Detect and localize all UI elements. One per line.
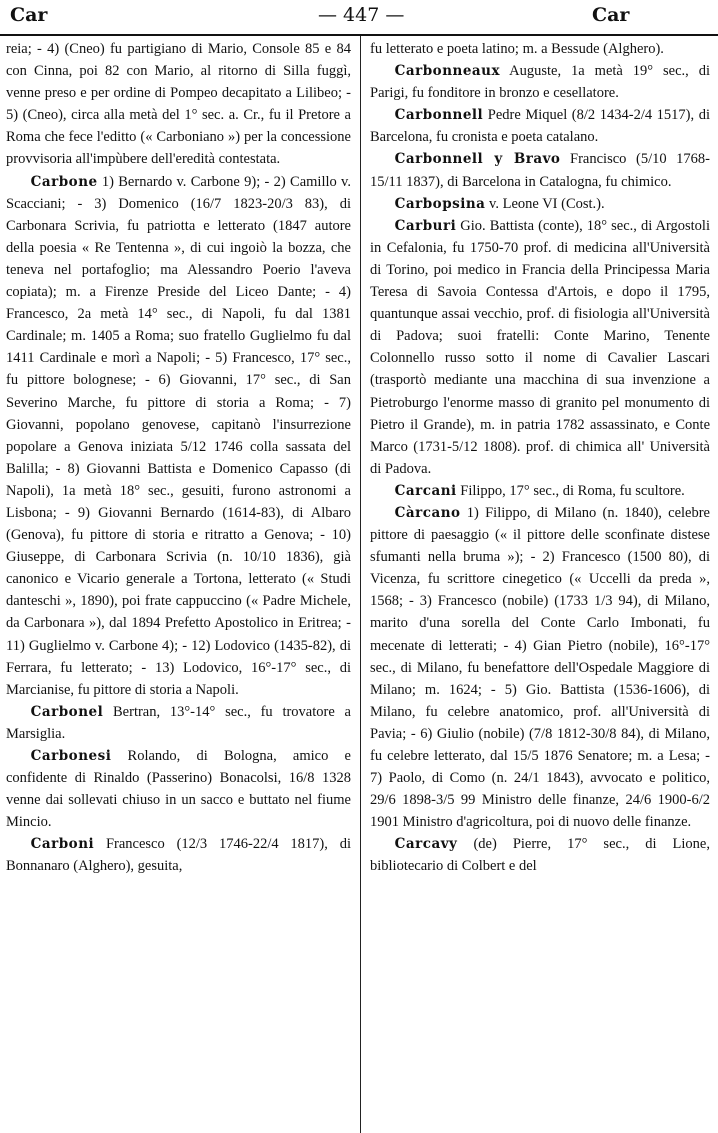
entry-continuation <box>370 38 710 60</box>
entry-carbonel <box>6 701 351 745</box>
entry-body: Auguste, 1a metà 19° sec., di Parigi, fu fonditore in bronzo e cesellatore. <box>370 63 710 102</box>
entry-body: Gio. Battista (conte), 18° sec., di Argostoli in Cefalonia, fu 1750-70 prof. di medicina all'Università di Torino, poi medico in Francia della Principessa Maria Teresa di Savoia Contessa d'Artois, e dopo il 1795, quantunque assai vecchio, prof. di fisiologia all'Università di Padova; suoi fratelli: Conte Marino, Tenente Colonnello russo sotto il nome di Cavalier Lascari (trasportò mediante una macchina di sua invenzione a Pietroburgo l'enorme masso di granito pel monumento di Pietro il Grande), m. in patria 1782 assassinato, e Conte Marco (1731-5/12 1808). prof. di chimica all' Università di Padova. <box>370 217 710 477</box>
entry-body: (de) Pierre, 17° sec., di Lione, bibliotecario di Colbert e del <box>370 836 710 875</box>
page-header <box>0 0 718 36</box>
entry-headword: Carbone <box>30 173 98 190</box>
entry-headword: Carcani <box>394 482 457 499</box>
entry-body: Francisco (5/10 1768-15/11 1837), di Barcelona in Catalogna, fu chimico. <box>370 151 710 190</box>
entry-body: 1) Filippo, di Milano (n. 1840), celebre pittore di paesaggio (« il pittore delle sconfinate distese sfumanti nella bruma »); - 2) Francesco (1500 80), di Vicenza, fu scrittore cinegetico (« Uccelli da preda », 1568; - 3) Francesco (nobile) (1733 1/3 94), di Milano, marito d'una sorella del Conte Carlo Imbonati, fu mecenate di letterati; - 4) Gian Pietro (nobile), 16°-17° sec., di Milano, fu benefattore dell'Ospedale Maggiore di Milano; m. 1624; - 5) Gio. Battista (1536-1606), di Milano, fu celebre anatomico, prof. all'Università di Pavia; - 6) Giulio (nobile) (7/8 1812-30/8 84), di Milano, fu celebre letterato, dal 15/5 1876 Senatore; m. a Lesa; - 7) Paolo, di Como (n. 24/1 1843), avvocato e politico, 29/6 1898-3/5 99 Ministro delle finanze, 24/6 1900-6/2 1901 Ministro d'agricoltura, poi di nuovo delle finanze. <box>370 504 710 831</box>
entry-carbonnell <box>370 104 710 148</box>
entry-body: Filippo, 17° sec., di Roma, fu scultore. <box>456 482 685 499</box>
entry-body: v. Leone VI (Cost.). <box>485 195 605 212</box>
entry-headword: Carburi <box>394 217 457 234</box>
entry-carcani <box>370 480 710 502</box>
entry-headword: Carbonel <box>30 703 104 720</box>
entry-headword: Carbopsina <box>394 195 486 212</box>
entry-body: fu letterato e poeta latino; m. a Bessude (Alghero). <box>370 41 664 57</box>
entry-headword: Carbonnell <box>394 107 484 124</box>
entry-body: reia; - 4) (Cneo) fu partigiano di Mario, Console 85 e 84 con Cinna, poi 82 con Mario, al ritorno di Silla fuggì, venne preso e per ordine di Pompeo decapitato a Lilibeo; - 5) (Cneo), circa alla metà del 1° sec. a. Cr., fu il Pretore a Roma che fece l'editto (« Carboniano ») per la concessione provvisoria all'impùbere dell'eredità contestata. <box>6 41 351 168</box>
header-left-running-head: Car <box>10 4 48 26</box>
entry-body: Bertran, 13°-14° sec., fu trovatore a Marsiglia. <box>6 703 351 742</box>
entry-carburi <box>370 215 710 480</box>
entry-headword: Carbonesi <box>30 748 112 764</box>
entry-body: Francesco (12/3 1746-22/4 1817), di Bonnanaro (Alghero), gesuita, <box>6 836 351 875</box>
entry-body: Rolando, di Bologna, amico e confidente di Rinaldo (Passerino) Bonacolsi, 16/8 1328 venne dai sollevati chiuso in un sacco e buttato nel fiume Mincio. <box>6 748 351 831</box>
entry-body: 1) Bernardo v. Carbone 9); - 2) Camillo v. Scacciani; - 3) Domenico (16/7 1823-20/3 83), di Carbonara Scrivia, fu patriotta e letterato (1847 autore della poesia « Re Tentenna », di cui ingoiò la bozza, che teneva nel portafoglio; ma Alessandro Poerio l'aveva copiata); m. a Firenze Preside del Liceo Dante; - 4) Francesco, 2a metà 14° sec., di Napoli, fu dal 1381 Cardinale; m. 1405 a Roma; suo fratello Guglielmo fu dal 1411 Cardinale e morì a Napoli; - 5) Francesco, 17° sec., fu pittore bolognese; - 6) Giovanni, 17° sec., di San Severino Marche, fu pittore di storia a Roma; - 7) Giovanni, popolano genovese, capitanò l'insurrezione popolare a Genova iniziata 5/12 1746 colla sassata del Balilla; - 8) Giovanni Battista e Domenico Capasso (di Napoli), 1a metà 18° sec., gesuiti, furono astronomi a Lisbona; - 9) Giovanni Bernardo (1614-83), di Albaro (Genova), fu pittore di storia e ritratto a Genova; - 10) Giuseppe, di Carbonara Scrivia (n. 10/10 1836), già canonico e Vicario generale a Tortona, letterato (« Studi danteschi », 1890), poi frate cappuccino (« Padre Michele, da Carbonara »), dal 1894 Prefetto Apostolico in Eritrea; - 11) Guglielmo v. Carbone 4); - 12) Lodovico (1435-82), di Ferrara, fu letterato; - 13) Lodovico, 16°-17° sec., di Marcianise, fu pittore di storia a Napoli. <box>6 173 351 698</box>
entry-headword: Carboni <box>30 836 95 853</box>
entry-carbopsina <box>370 193 710 215</box>
right-column <box>370 38 710 1128</box>
entry-carbonneaux <box>370 60 710 104</box>
left-column <box>6 38 351 1128</box>
entry-headword: Càrcano <box>394 504 461 521</box>
entry-carcano <box>370 502 710 833</box>
entry-carbonnell-bravo <box>370 148 710 192</box>
entry-continuation <box>6 38 351 171</box>
page-number: — 447 — <box>318 4 405 26</box>
column-divider <box>360 36 361 1133</box>
entry-body: Pedre Miquel (8/2 1434-2/4 1517), di Barcelona, fu cronista e poeta catalano. <box>370 107 710 146</box>
header-right-running-head: Car <box>592 4 630 26</box>
entry-headword: Carbonneaux <box>394 63 501 80</box>
entry-headword: Carbonnell y Bravo <box>394 151 561 168</box>
entry-carboni <box>6 833 351 877</box>
entry-headword: Carcavy <box>394 836 458 853</box>
entry-carbonesi <box>6 745 351 833</box>
entry-carcavy <box>370 833 710 877</box>
entry-carbone <box>6 171 351 701</box>
